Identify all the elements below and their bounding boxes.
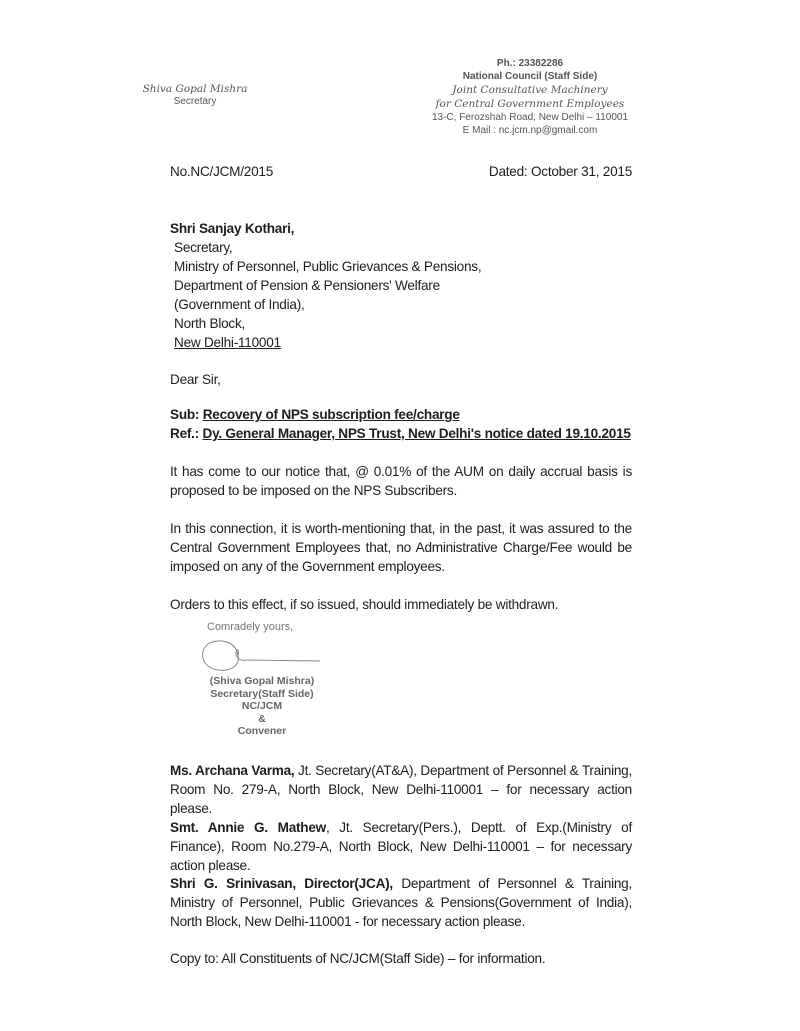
- subject-line: [170, 405, 460, 424]
- addressee-line: New Delhi-110001: [174, 335, 281, 350]
- signatory-block: [200, 675, 324, 738]
- reference-number: No.NC/JCM/2015: [170, 164, 274, 179]
- letterhead-left: [140, 83, 250, 108]
- subject-label: Sub:: [170, 407, 200, 422]
- letterhead-name: Shiva Gopal Mishra: [142, 83, 248, 95]
- letterhead-org-script-2: for Central Government Employees: [435, 98, 625, 110]
- recipient-details: Jt. Secretary(AT&A), Department of Personnel & Training, Room No. 279-A, North Block, New Delhi-110001 – for necessary action please.: [170, 763, 632, 816]
- addressee-line: Secretary,: [174, 240, 233, 255]
- letter-date: Dated: October 31, 2015: [488, 164, 632, 179]
- reference-line: [170, 424, 631, 443]
- signatory-role: Convener: [237, 725, 287, 737]
- subject-text: Recovery of NPS subscription fee/charge: [202, 407, 460, 422]
- paragraph: In this connection, it is worth-mentioning that, in the past, it was assured to the Central Government Employees that, no Administrative Charge/Fee would be imposed on any of the Government employees.: [170, 521, 632, 574]
- letterhead-phone: Ph.: 23382286: [496, 58, 564, 69]
- addressee-line: Department of Pension & Pensioners' Welfare: [174, 278, 440, 293]
- letterhead-right: [410, 57, 650, 137]
- closing: Comradely yours,: [207, 621, 294, 633]
- recipient-details: Department of Personnel & Training, Ministry of Personnel, Public Grievances & Pensions(Government of India), North Block, New Delhi-110001 - for necessary action please.: [170, 876, 632, 929]
- recipient-details: , Jt. Secretary(Pers.), Deptt. of Exp.(Ministry of Finance), Room No.279-A, North Block, New Delhi-110001 – for necessary action please.: [170, 820, 632, 873]
- signatory-title: Secretary(Staff Side): [210, 687, 314, 700]
- recipient-name: Shri G. Srinivasan, Director(JCA),: [170, 876, 393, 891]
- letterhead-org-script-1: Joint Consultative Machinery: [452, 84, 608, 96]
- signatory-ampersand: &: [258, 712, 266, 725]
- paragraph: Orders to this effect, if so issued, should immediately be withdrawn.: [170, 597, 559, 612]
- copy-recipient: [170, 761, 632, 818]
- addressee-line: North Block,: [174, 316, 246, 331]
- reference-label: Ref.:: [170, 426, 199, 441]
- addressee: [170, 219, 481, 352]
- salutation: Dear Sir,: [170, 372, 221, 387]
- letterhead-title: Secretary: [173, 96, 217, 107]
- recipient-name: Smt. Annie G. Mathew: [170, 820, 326, 835]
- addressee-line: (Government of India),: [174, 297, 305, 312]
- copy-to: Copy to: All Constituents of NC/JCM(Staff Side) – for information.: [170, 951, 546, 966]
- signatory-name: (Shiva Gopal Mishra): [209, 675, 315, 687]
- signatory-org: NC/JCM: [241, 700, 283, 712]
- letterhead-org: National Council (Staff Side): [462, 71, 598, 82]
- copy-recipient: [170, 874, 632, 931]
- addressee-line: Ministry of Personnel, Public Grievances & Pensions,: [174, 259, 482, 274]
- letterhead-address: 13-C, Ferozshah Road, New Delhi – 110001: [431, 112, 629, 123]
- addressee-name: Shri Sanjay Kothari,: [170, 221, 295, 236]
- recipient-name: Ms. Archana Varma,: [170, 763, 295, 778]
- signature-image: [198, 636, 328, 676]
- reference-text: Dy. General Manager, NPS Trust, New Delhi's notice dated 19.10.2015: [202, 426, 631, 441]
- paragraph: It has come to our notice that, @ 0.01% of the AUM on daily accrual basis is proposed to be imposed on the NPS Subscribers.: [170, 464, 632, 498]
- copy-recipient: [170, 818, 632, 875]
- letterhead-email: E Mail : nc.jcm.np@gmail.com: [462, 125, 598, 136]
